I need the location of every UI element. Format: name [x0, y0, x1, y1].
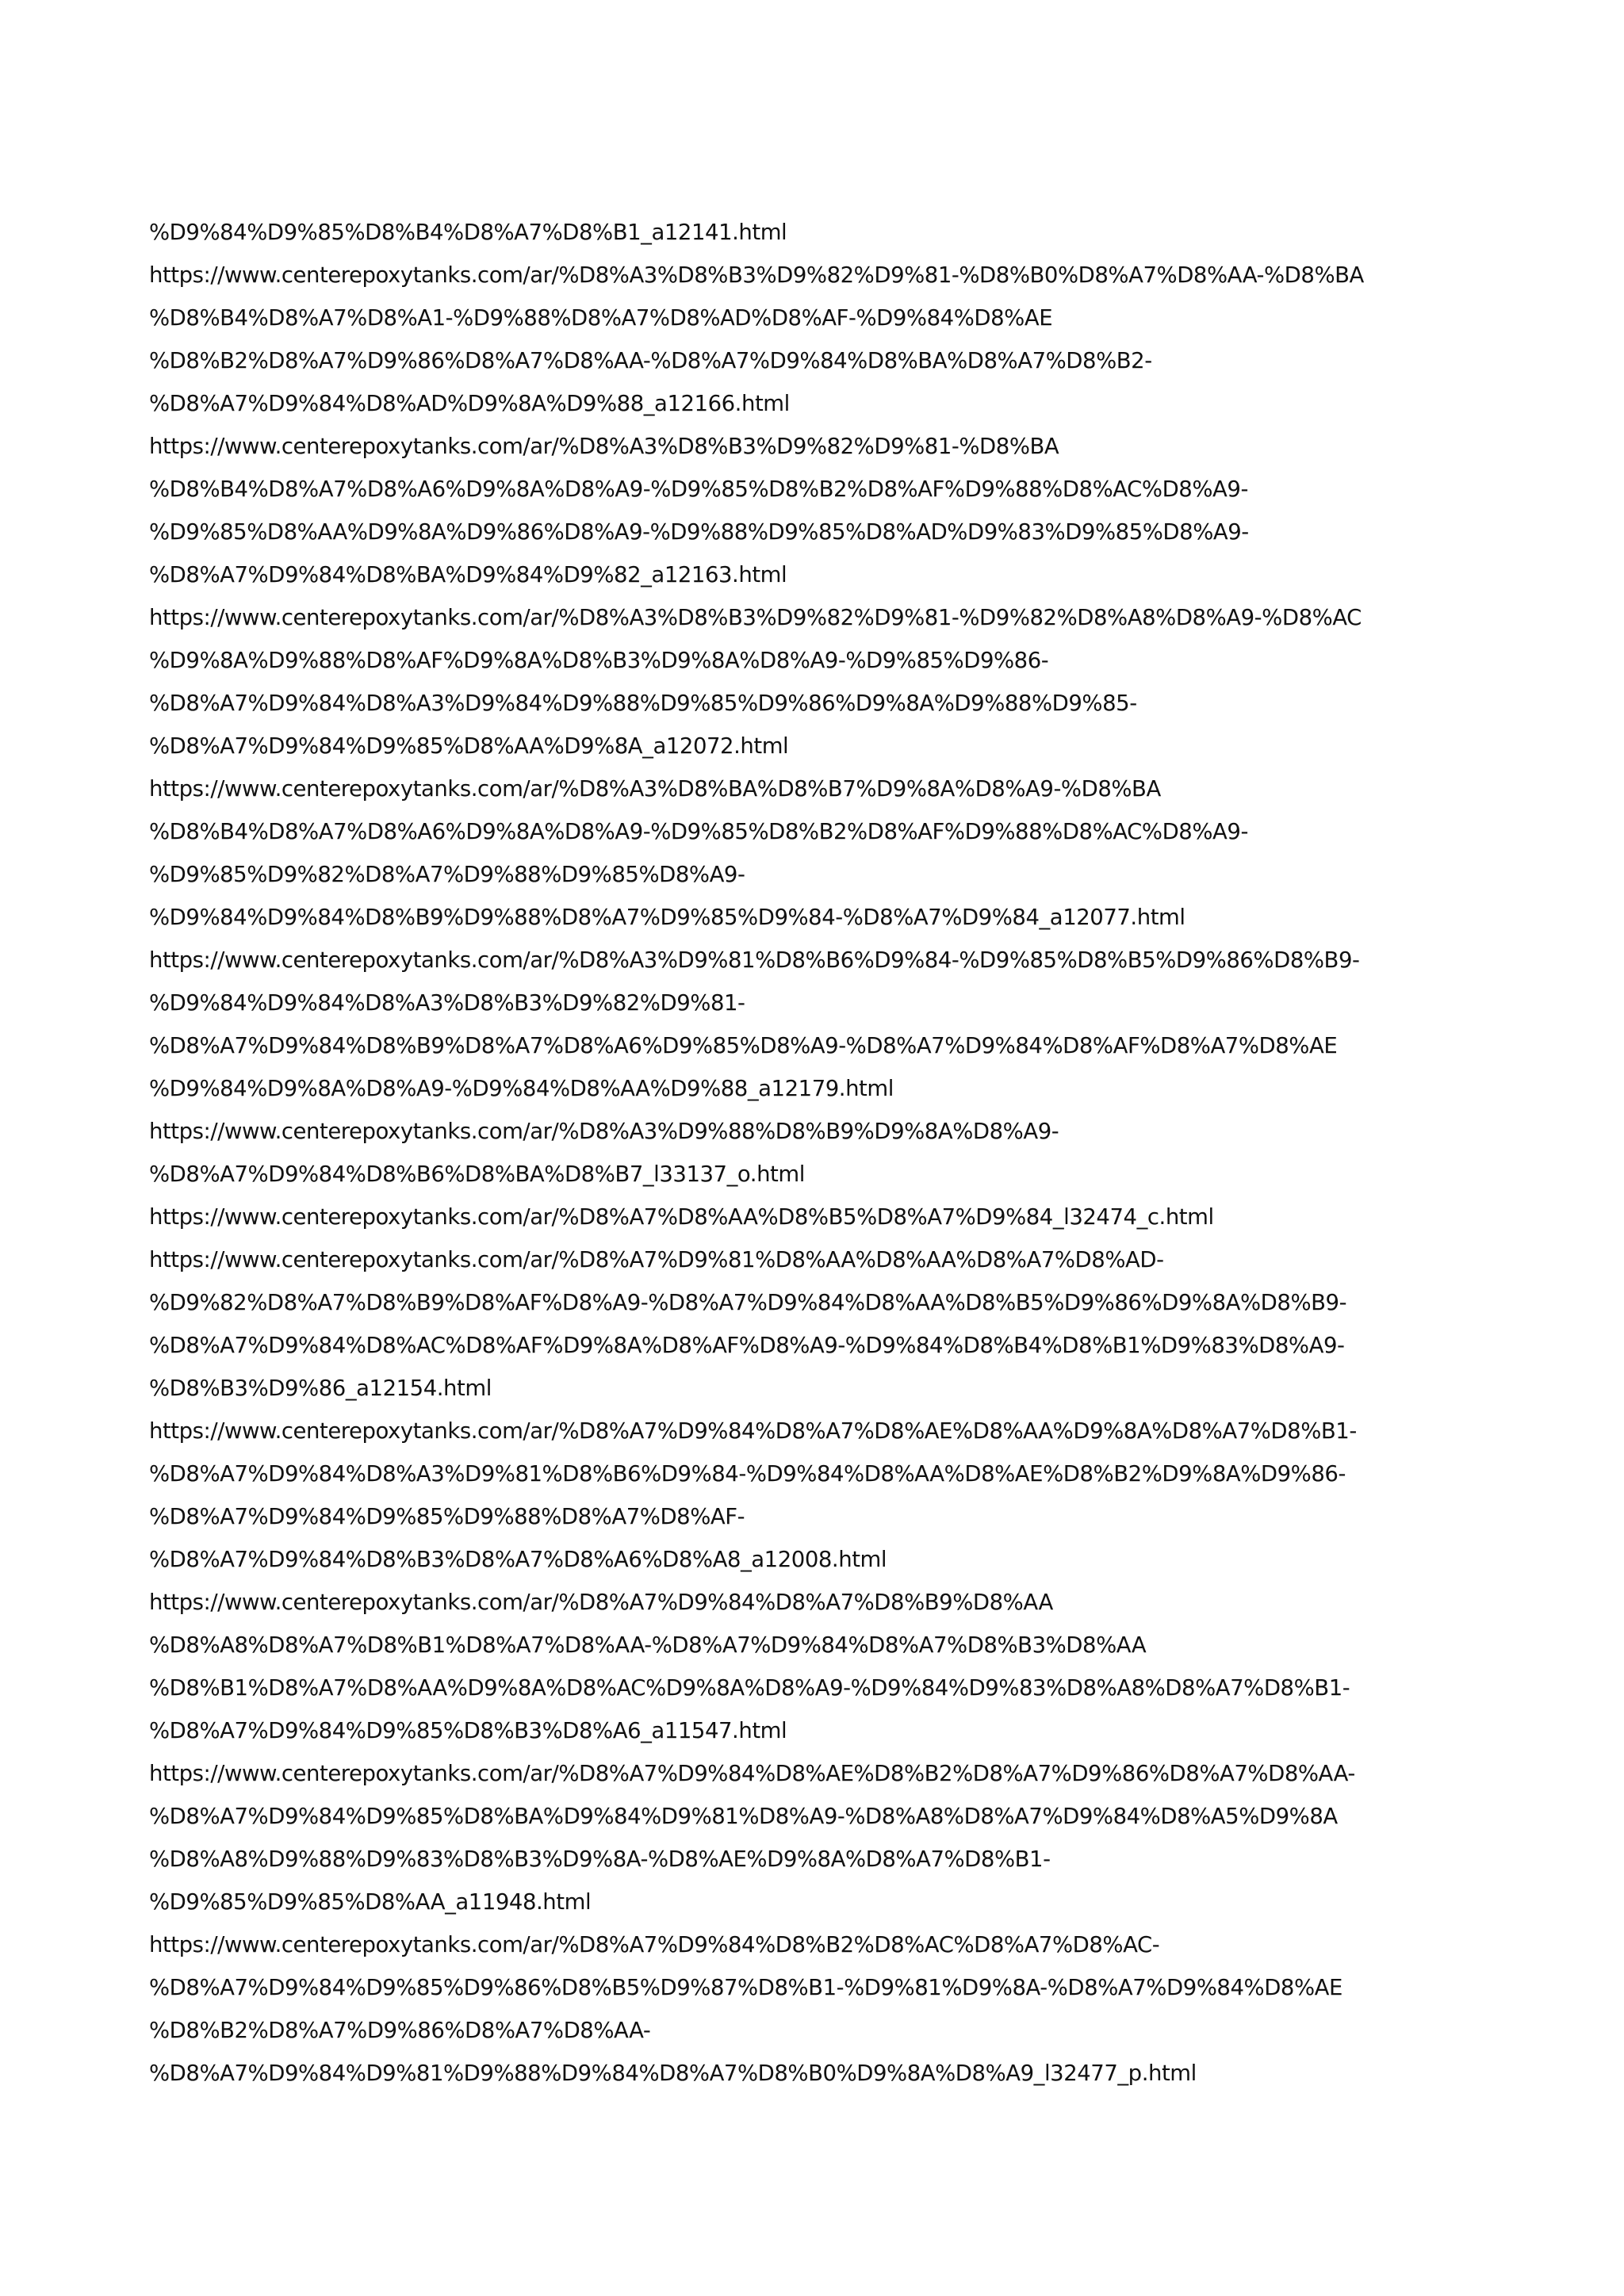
text-line: https://www.centerepoxytanks.com/ar/%D8%A3%D8%B3%D9%82%D9%81-%D8%BA — [149, 434, 1059, 459]
text-line: %D8%A7%D9%84%D8%AC%D8%AF%D9%8A%D8%AF%D8%A9-%D9%84%D8%B4%D8%B1%D9%83%D8%A9- — [149, 1333, 1345, 1358]
text-line: https://www.centerepoxytanks.com/ar/%D8%A7%D8%AA%D8%B5%D8%A7%D9%84_l32474_c.html — [149, 1204, 1214, 1230]
text-line: %D8%A7%D9%84%D8%B6%D8%BA%D8%B7_l33137_o.html — [149, 1161, 805, 1187]
text-line: %D8%A7%D9%84%D9%81%D9%88%D9%84%D8%A7%D8%B0%D9%8A%D8%A9_l32477_p.html — [149, 2061, 1197, 2086]
text-line: %D9%82%D8%A7%D8%B9%D8%AF%D8%A9-%D8%A7%D9%84%D8%AA%D8%B5%D9%86%D9%8A%D8%B9- — [149, 1290, 1347, 1315]
text-line: %D8%B4%D8%A7%D8%A6%D9%8A%D8%A9-%D9%85%D8%B2%D8%AF%D9%88%D8%AC%D8%A9- — [149, 476, 1248, 502]
text-line: %D8%B1%D8%A7%D8%AA%D9%8A%D8%AC%D9%8A%D8%A9-%D9%84%D9%83%D8%A8%D8%A7%D8%B1- — [149, 1675, 1350, 1701]
text-line: %D9%85%D9%82%D8%A7%D9%88%D9%85%D8%A9- — [149, 862, 745, 887]
text-line: %D9%85%D8%AA%D9%8A%D9%86%D8%A9-%D9%88%D9%85%D8%AD%D9%83%D9%85%D8%A9- — [149, 519, 1249, 545]
text-line: https://www.centerepoxytanks.com/ar/%D8%A3%D9%81%D8%B6%D9%84-%D9%85%D8%B5%D9%86%D8%B9- — [149, 947, 1360, 973]
text-line: https://www.centerepoxytanks.com/ar/%D8%A3%D8%B3%D9%82%D9%81-%D8%B0%D8%A7%D8%AA-%D8%BA — [149, 262, 1364, 288]
text-line: %D8%A7%D9%84%D9%85%D8%BA%D9%84%D9%81%D8%A9-%D8%A8%D8%A7%D9%84%D8%A5%D9%8A — [149, 1804, 1338, 1829]
text-line: %D8%A7%D9%84%D8%A3%D9%84%D9%88%D9%85%D9%86%D9%8A%D9%88%D9%85- — [149, 691, 1137, 716]
text-line: %D9%84%D9%8A%D8%A9-%D9%84%D8%AA%D9%88_a12179.html — [149, 1076, 894, 1101]
text-line: https://www.centerepoxytanks.com/ar/%D8%A7%D9%81%D8%AA%D8%AA%D8%A7%D8%AD- — [149, 1247, 1164, 1272]
text-line: %D9%84%D9%84%D8%A3%D8%B3%D9%82%D9%81- — [149, 990, 745, 1016]
text-line: https://www.centerepoxytanks.com/ar/%D8%A7%D9%84%D8%A7%D8%B9%D8%AA — [149, 1590, 1053, 1615]
text-line: https://www.centerepoxytanks.com/ar/%D8%A7%D9%84%D8%A7%D8%AE%D8%AA%D9%8A%D8%A7%D8%B1- — [149, 1418, 1357, 1444]
text-line: %D8%A7%D9%84%D9%85%D9%86%D8%B5%D9%87%D8%B1-%D9%81%D9%8A-%D8%A7%D9%84%D8%AE — [149, 1975, 1342, 2000]
text-line: %D8%A8%D9%88%D9%83%D8%B3%D9%8A-%D8%AE%D9%8A%D8%A7%D8%B1- — [149, 1846, 1051, 1872]
text-line: %D8%B4%D8%A7%D8%A6%D9%8A%D8%A9-%D9%85%D8%B2%D8%AF%D9%88%D8%AC%D8%A9- — [149, 819, 1248, 844]
url-list — [149, 211, 1513, 2095]
text-line: https://www.centerepoxytanks.com/ar/%D8%A7%D9%84%D8%B2%D8%AC%D8%A7%D8%AC- — [149, 1932, 1160, 1957]
text-line: %D8%A7%D9%84%D9%85%D8%B3%D8%A6_a11547.html — [149, 1718, 787, 1743]
text-line: %D8%A7%D9%84%D8%B9%D8%A7%D8%A6%D9%85%D8%A9-%D8%A7%D9%84%D8%AF%D8%A7%D8%AE — [149, 1033, 1338, 1058]
text-line: https://www.centerepoxytanks.com/ar/%D8%A3%D8%BA%D8%B7%D9%8A%D8%A9-%D8%BA — [149, 776, 1161, 802]
text-line: %D8%B4%D8%A7%D8%A1-%D9%88%D8%A7%D8%AD%D8%AF-%D9%84%D8%AE — [149, 305, 1053, 331]
text-line: %D8%A7%D9%84%D8%A3%D9%81%D8%B6%D9%84-%D9%84%D8%AA%D8%AE%D8%B2%D9%8A%D9%86- — [149, 1461, 1346, 1487]
text-line: %D9%84%D9%84%D8%B9%D9%88%D8%A7%D9%85%D9%84-%D8%A7%D9%84_a12077.html — [149, 905, 1185, 930]
text-line: %D8%A7%D9%84%D8%BA%D9%84%D9%82_a12163.html — [149, 562, 787, 587]
text-line: %D9%85%D9%85%D8%AA_a11948.html — [149, 1889, 592, 1915]
text-line: %D8%A7%D9%84%D8%B3%D8%A7%D8%A6%D8%A8_a12008.html — [149, 1547, 887, 1572]
text-line: %D9%84%D9%85%D8%B4%D8%A7%D8%B1_a12141.html — [149, 220, 787, 245]
text-line: %D8%B3%D9%86_a12154.html — [149, 1376, 492, 1401]
text-line: %D8%A7%D9%84%D8%AD%D9%8A%D9%88_a12166.html — [149, 391, 790, 416]
text-line: %D8%B2%D8%A7%D9%86%D8%A7%D8%AA- — [149, 2018, 651, 2043]
text-line: %D8%B2%D8%A7%D9%86%D8%A7%D8%AA-%D8%A7%D9%84%D8%BA%D8%A7%D8%B2- — [149, 348, 1152, 373]
text-line: %D8%A8%D8%A7%D8%B1%D8%A7%D8%AA-%D8%A7%D9%84%D8%A7%D8%B3%D8%AA — [149, 1632, 1147, 1658]
text-line: https://www.centerepoxytanks.com/ar/%D8%A3%D8%B3%D9%82%D9%81-%D9%82%D8%A8%D8%A9-%D8%AC — [149, 605, 1362, 630]
text-line: %D8%A7%D9%84%D9%85%D8%AA%D9%8A_a12072.html — [149, 733, 789, 759]
text-line: %D8%A7%D9%84%D9%85%D9%88%D8%A7%D8%AF- — [149, 1504, 745, 1529]
text-line: https://www.centerepoxytanks.com/ar/%D8%A3%D9%88%D8%B9%D9%8A%D8%A9- — [149, 1119, 1059, 1144]
text-line: %D9%8A%D9%88%D8%AF%D9%8A%D8%B3%D9%8A%D8%A9-%D9%85%D9%86- — [149, 648, 1049, 673]
text-line: https://www.centerepoxytanks.com/ar/%D8%A7%D9%84%D8%AE%D8%B2%D8%A7%D9%86%D8%A7%D8%AA- — [149, 1761, 1355, 1786]
